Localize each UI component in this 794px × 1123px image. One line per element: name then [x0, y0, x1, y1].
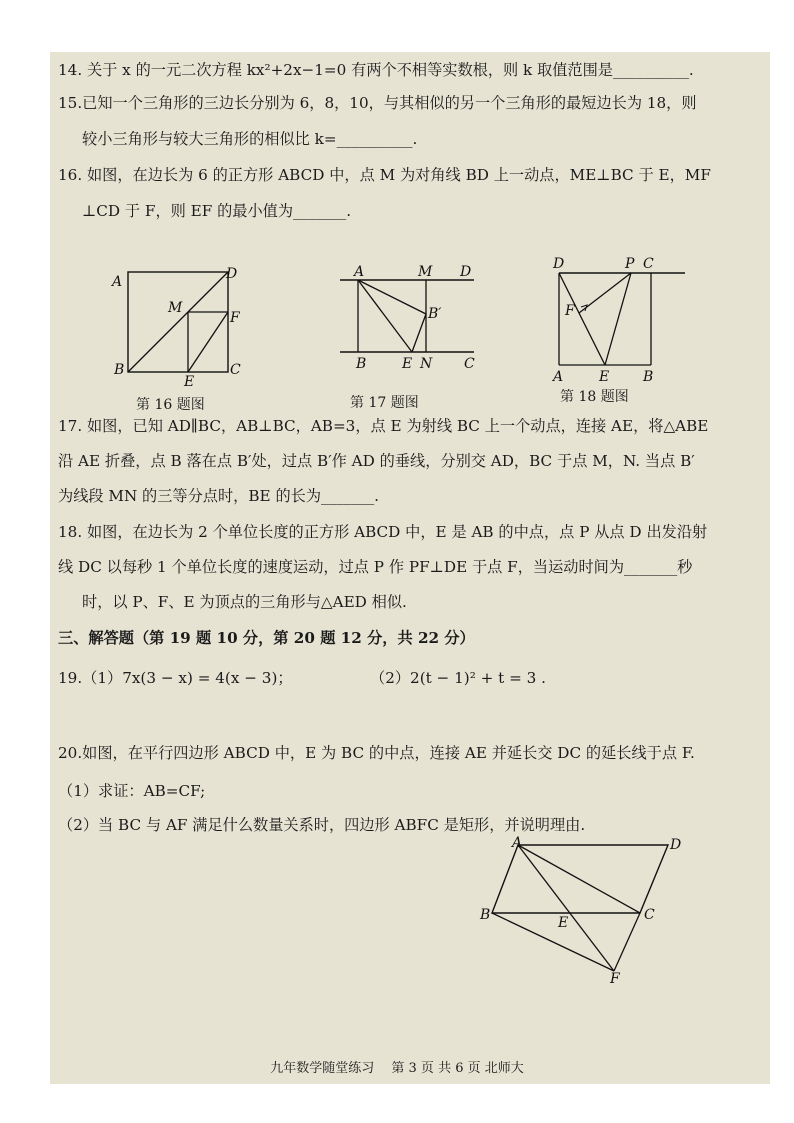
- figure-20-label: C: [644, 907, 655, 923]
- figure-16-label: F: [230, 310, 240, 326]
- question-20-part-2: （2）当 BC 与 AF 满足什么数量关系时，四边形 ABFC 是矩形，并说明理由.: [58, 816, 586, 834]
- figure-16-label: C: [230, 362, 241, 378]
- question-18-line-3: 时，以 P、F、E 为顶点的三角形与△AED 相似.: [82, 593, 407, 611]
- figure-17-label: A: [354, 264, 365, 280]
- figure-16-segment-ef: [188, 312, 228, 372]
- question-15-line-2: 较小三角形与较大三角形的相似比 k=__________.: [82, 130, 418, 148]
- figure-16-label: D: [226, 266, 238, 282]
- figure-18-label: B: [643, 369, 654, 385]
- section-3-heading: 三、解答题（第 19 题 10 分，第 20 题 12 分，共 22 分）: [58, 629, 475, 647]
- figure-17-label: C: [464, 356, 475, 372]
- question-20-part-1: （1）求证：AB=CF;: [58, 782, 206, 800]
- figure-17-label: D: [460, 264, 472, 280]
- figure-16: [108, 262, 244, 390]
- figure-18-label: E: [599, 369, 610, 385]
- question-19-part-1: 19.（1）7x(3 − x) = 4(x − 3)；: [58, 669, 293, 687]
- figure-17-label: B′: [428, 306, 442, 322]
- figure-16-diagonal-bd: [128, 272, 228, 372]
- figure-18-label: P: [625, 256, 635, 272]
- figure-18-label: A: [553, 369, 564, 385]
- question-15-line-1: 15.已知一个三角形的三边长分别为 6，8，10，与其相似的另一个三角形的最短边长为 18，则: [58, 94, 697, 112]
- figure-17: [338, 262, 488, 374]
- figure-20-segment-cf: [614, 913, 640, 971]
- figure-16-label: M: [168, 300, 183, 316]
- figure-20-label: A: [512, 835, 523, 851]
- figure-17-label: N: [420, 356, 433, 372]
- question-17-line-2: 沿 AE 折叠，点 B 落在点 B′处，过点 B′作 AD 的垂线，分别交 AD，BC 于点 M，N. 当点 B′: [58, 452, 695, 470]
- figure-16-label: E: [184, 374, 195, 390]
- figure-17-segment-ae: [358, 280, 412, 352]
- question-14: 14. 关于 x 的一元二次方程 kx²+2x−1=0 有两个不相等实数根，则 k 取值范围是__________.: [58, 61, 694, 79]
- figure-20-label: B: [480, 907, 491, 923]
- figure-17-label: E: [402, 356, 413, 372]
- figure-18-caption: 第 18 题图: [560, 389, 629, 405]
- question-16-line-2: ⊥CD 于 F，则 EF 的最小值为_______.: [82, 202, 352, 220]
- question-19-part-2: （2）2(t − 1)² + t = 3 .: [370, 669, 546, 687]
- figure-16-label: B: [114, 362, 125, 378]
- figure-17-label: M: [418, 264, 433, 280]
- figure-16-caption: 第 16 题图: [136, 397, 205, 413]
- figure-20-label: E: [558, 915, 569, 931]
- question-20-line-1: 20.如图，在平行四边形 ABCD 中，E 为 BC 的中点，连接 AE 并延长交 DC 的延长线于点 F.: [58, 744, 695, 762]
- page-footer: 九年数学随堂练习 第 3 页 共 6 页 北师大: [270, 1061, 524, 1076]
- figure-20-segment-ac: [518, 845, 640, 913]
- figure-18-label: C: [643, 256, 654, 272]
- figure-20-segment-af: [518, 845, 614, 971]
- question-16-line-1: 16. 如图，在边长为 6 的正方形 ABCD 中，点 M 为对角线 BD 上一动点，ME⊥BC 于 E，MF: [58, 166, 711, 184]
- figure-18-label: D: [553, 256, 565, 272]
- figure-20-label: F: [610, 971, 620, 985]
- figure-16-label: A: [112, 274, 123, 290]
- figure-20-label: D: [670, 837, 682, 853]
- figure-20-segment-bf: [492, 913, 614, 971]
- question-17-line-1: 17. 如图，已知 AD∥BC，AB⊥BC，AB=3，点 E 为射线 BC 上一个动点，连接 AE，将△ABE: [58, 417, 709, 435]
- figure-18-label: F: [565, 303, 575, 319]
- figure-18-segment-de: [559, 273, 605, 365]
- question-18-line-1: 18. 如图，在边长为 2 个单位长度的正方形 ABCD 中，E 是 AB 的中点，点 P 从点 D 出发沿射: [58, 523, 708, 541]
- figure-17-segment-ab-prime: [358, 280, 426, 314]
- figure-20: [478, 835, 718, 985]
- figure-18: [545, 255, 690, 385]
- question-17-line-3: 为线段 MN 的三等分点时，BE 的长为_______.: [58, 487, 379, 505]
- figure-17-caption: 第 17 题图: [350, 395, 419, 411]
- figure-18-segment-pe: [605, 273, 631, 365]
- figure-17-label: B: [356, 356, 367, 372]
- figure-17-segment-eb-prime: [412, 314, 426, 352]
- question-18-line-2: 线 DC 以每秒 1 个单位长度的速度运动，过点 P 作 PF⊥DE 于点 F，当运动时间为_______秒: [58, 558, 693, 576]
